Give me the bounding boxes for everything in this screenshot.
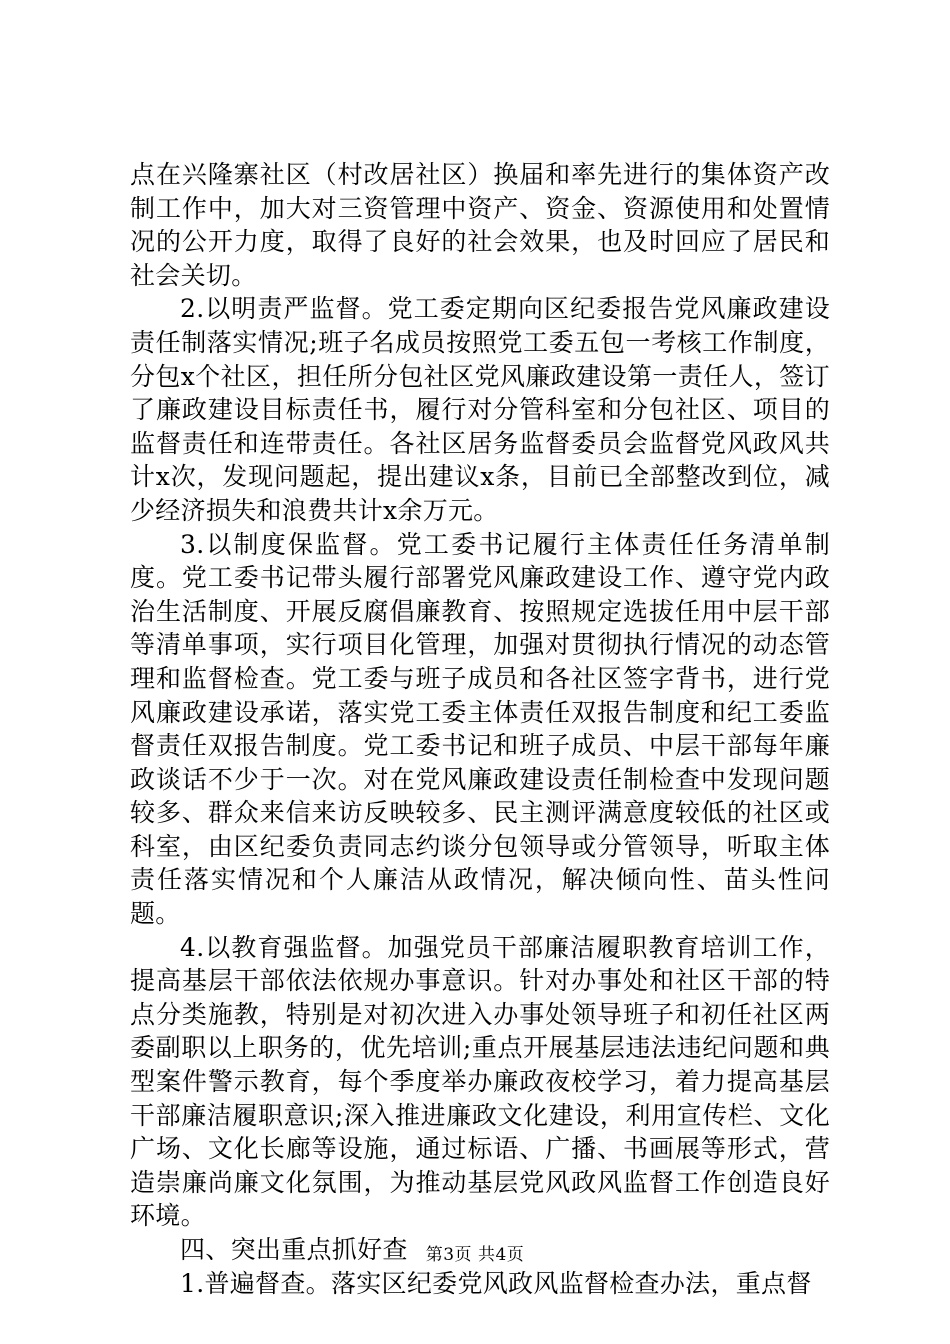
paragraph-1: 点在兴隆寨社区（村改居社区）换届和率先进行的集体资产改制工作中，加大对三资管理中资产、资金、资源使用和处置情况的公开力度，取得了良好的社会效果，也及时回应了居民和社会关切。: [130, 160, 830, 290]
paragraph-4: 4.以教育强监督。加强党员干部廉洁履职教育培训工作，提高基层干部依法依规办事意识。针对办事处和社区干部的特点分类施教，特别是对初次进入办事处领导班子和初任社区两委副职以上职务的，优先培训;重点开展基层违法违纪问题和典型案件警示教育，每个季度举办廉政夜校学习，着力提高基层干部廉洁履职意识;深入推进廉政文化建设，利用宣传栏、文化广场、文化长廊等设施，通过标语、广播、书画展等形式，营造崇廉尚廉文化氛围，为推动基层党风政风监督工作创造良好环境。: [130, 932, 830, 1231]
document-body: [130, 158, 830, 1300]
paragraph-2: 2.以明责严监督。党工委定期向区纪委报告党风廉政建设责任制落实情况;班子名成员按照党工委五包一考核工作制度，分包x个社区，担任所分包社区党风廉政建设第一责任人，签订了廉政建设目标责任书，履行对分管科室和分包社区、项目的监督责任和连带责任。各社区居务监督委员会监督党风政风共计x次，发现问题起，提出建议x条，目前已全部整改到位，减少经济损失和浪费共计x余万元。: [130, 294, 830, 525]
paragraph-3: 3.以制度保监督。党工委书记履行主体责任任务清单制度。党工委书记带头履行部署党风廉政建设工作、遵守党内政治生活制度、开展反腐倡廉教育、按照规定选拔任用中层干部等清单事项，实行项目化管理，加强对贯彻执行情况的动态管理和监督检查。党工委与班子成员和各社区签字背书，进行党风廉政建设承诺，落实党工委主体责任双报告制度和纪工委监督责任双报告制度。党工委书记和班子成员、中层干部每年廉政谈话不少于一次。对在党风廉政建设责任制检查中发现问题较多、群众来信来访反映较多、民主测评满意度较低的社区或科室，由区纪委负责同志约谈分包领导或分管领导，听取主体责任落实情况和个人廉洁从政情况，解决倾向性、苗头性问题。: [130, 529, 830, 929]
page-footer: 第3页 共4页: [425, 1245, 525, 1265]
section-heading: 四、突出重点抓好查: [180, 1235, 408, 1264]
paragraph-5: 1.普遍督查。落实区纪委党风政风监督检查办法，重点督: [180, 1268, 812, 1298]
